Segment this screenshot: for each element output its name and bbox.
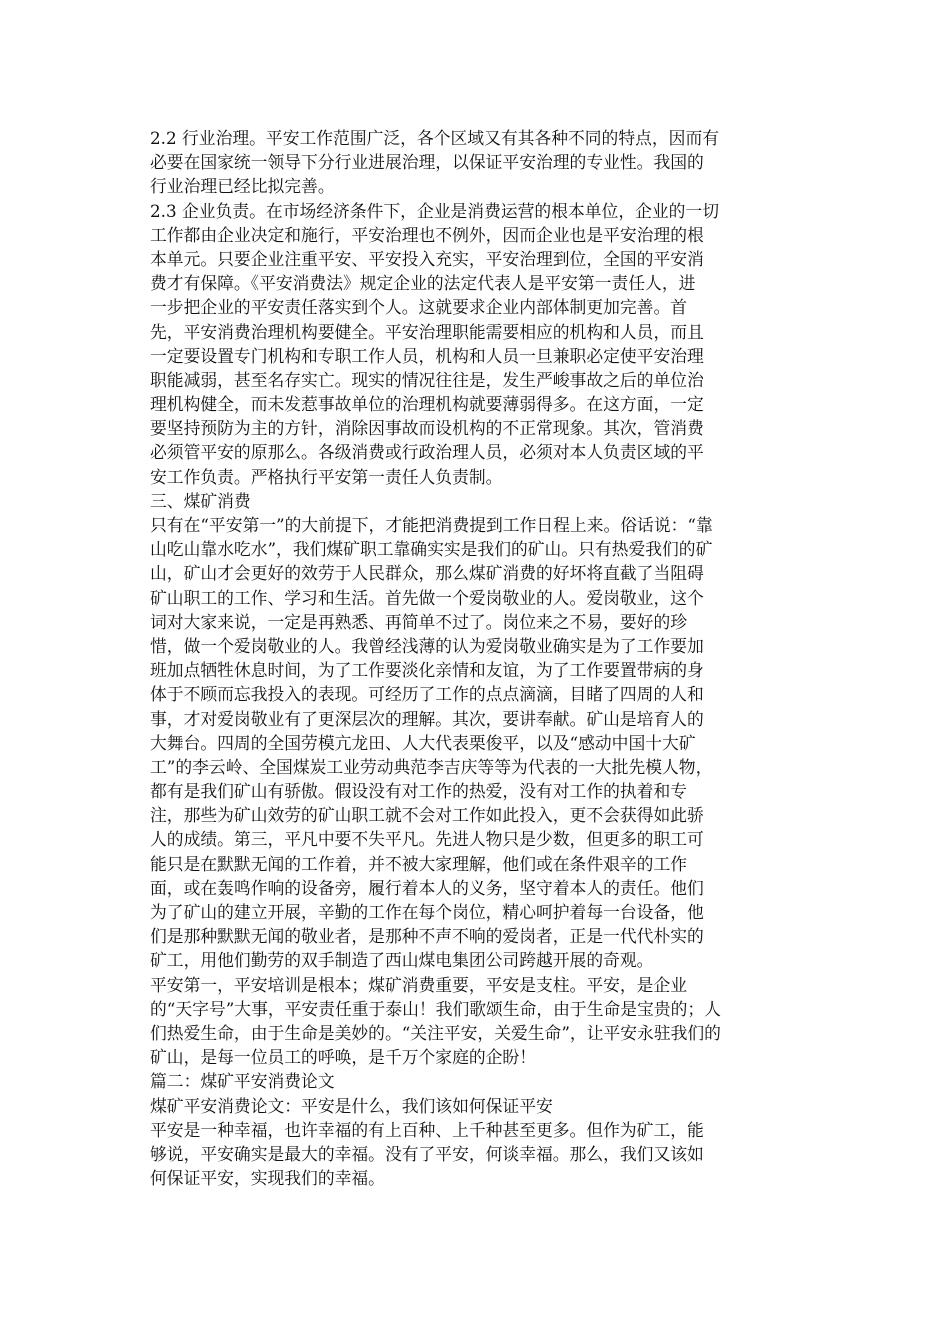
text-line: 平安第一，平安培训是根本；煤矿消费重要，平安是支柱。平安，是企业 [150, 974, 688, 995]
text-line: 矿山职工的工作、学习和生活。首先做一个爱岗敬业的人。爱岗敬业，这个 [150, 587, 704, 608]
text-line: 本单元。只要企业注重平安、平安投入充实，平安治理到位，全国的平安消 [150, 248, 704, 269]
text-line: 山吃山靠水吃水”，我们煤矿职工靠确实实是我们的矿山。只有热爱我们的矿 [150, 539, 713, 560]
text-line: 够说，平安确实是最大的幸福。没有了平安，何谈幸福。那么，我们又该如 [150, 1143, 704, 1164]
text-line: 必须管平安的原那么。各级消费或行政治理人员，必须对本人负责区域的平 [150, 442, 704, 463]
text-line: 们是那种默默无闻的敬业者，是那种不声不响的爱岗者，正是一代代朴实的 [150, 926, 704, 947]
text-line: 们热爱生命，由于生命是美妙的。“关注平安，关爱生命”，让平安永驻我们的 [150, 1022, 721, 1043]
text-line: 先，平安消费治理机构要健全。平安治理职能需要相应的机构和人员，而且 [150, 321, 704, 342]
section-heading: 三、煤矿消费 [150, 490, 251, 511]
article-title: 煤矿平安消费论文：平安是什么，我们该如何保证平安 [150, 1095, 553, 1116]
text-line: 的“天字号”大事，平安责任重于泰山！我们歌颂生命，由于生命是宝贵的；人 [150, 998, 721, 1019]
text-line: 矿工，用他们勤劳的双手制造了西山煤电集团公司跨越开展的奇观。 [150, 950, 654, 971]
text-line: 2.3 企业负责。在市场经济条件下，企业是消费运营的根本单位，企业的一切 [150, 200, 720, 221]
text-line: 词对大家来说，一定是再熟悉、再简单不过了。岗位来之不易，要好的珍 [150, 611, 688, 632]
text-line: 面，或在轰鸣作响的设备旁，履行着本人的义务，坚守着本人的责任。他们 [150, 877, 704, 898]
text-line: 何保证平安，实现我们的幸福。 [150, 1168, 385, 1189]
text-line: 都有是我们矿山有骄傲。假设没有对工作的热爱，没有对工作的执着和专 [150, 781, 688, 802]
text-line: 矿山，是每一位员工的呼唤，是千万个家庭的企盼！ [150, 1047, 536, 1068]
text-line: 安工作负责。严格执行平安第一责任人负责制。 [150, 466, 503, 487]
text-line: 一定要设置专门机构和专职工作人员，机构和人员一旦兼职必定使平安治理 [150, 345, 704, 366]
text-line: 工作都由企业决定和施行，平安治理也不例外，因而企业也是平安治理的根 [150, 224, 704, 245]
text-line: 行业治理已经比拟完善。 [150, 176, 335, 197]
text-line: 人的成绩。第三，平凡中要不失平凡。先进人物只是少数，但更多的职工可 [150, 829, 704, 850]
text-line: 事，才对爱岗敬业有了更深层次的理解。其次，要讲奉献。矿山是培育人的 [150, 708, 704, 729]
text-line: 平安是一种幸福，也许幸福的有上百种、上千种甚至更多。但作为矿工，能 [150, 1119, 704, 1140]
text-line: 惜，做一个爱岗敬业的人。我曾经浅薄的认为爱岗敬业确实是为了工作要加 [150, 635, 704, 656]
text-line: 注，那些为矿山效劳的矿山职工就不会对工作如此投入，更不会获得如此骄 [150, 805, 704, 826]
text-line: 要坚持预防为主的方针，消除因事故而设机构的不正常现象。其次，管消费 [150, 418, 704, 439]
text-line: 班加点牺牲休息时间，为了工作要淡化亲情和友谊，为了工作要置带病的身 [150, 660, 704, 681]
text-line: 理机构健全，而未发惹事故单位的治理机构就要薄弱得多。在这方面，一定 [150, 394, 704, 415]
text-line: 山，矿山才会更好的效劳于人民群众，那么煤矿消费的好坏将直截了当阻碍 [150, 563, 704, 584]
text-line: 体于不顾而忘我投入的表现。可经历了工作的点点滴滴，目睹了四周的人和 [150, 684, 704, 705]
text-line: 2.2 行业治理。平安工作范围广泛，各个区域又有其各种不同的特点，因而有 [150, 128, 720, 148]
text-line: 能只是在默默无闻的工作着，并不被大家理解，他们或在条件艰辛的工作 [150, 853, 688, 874]
text-line: 工”的李云岭、全国煤炭工业劳动典范李吉庆等等为代表的一大批先模人物， [150, 756, 713, 777]
text-line: 为了矿山的建立开展，辛勤的工作在每个岗位，精心呵护着每一台设备，他 [150, 902, 704, 922]
document-page [150, 126, 802, 1190]
text-line: 必要在国家统一领导下分行业进展治理，以保证平安治理的专业性。我国的 [150, 152, 704, 173]
text-line: 大舞台。四周的全国劳模亢龙田、人大代表栗俊平，以及“感动中国十大矿 [150, 732, 696, 753]
text-line: 一步把企业的平安责任落实到个人。这就要求企业内部体制更加完善。首 [150, 297, 688, 318]
text-line: 只有在“平安第一”的大前提下，才能把消费提到工作日程上来。俗话说：“靠 [150, 515, 713, 535]
section-heading: 篇二：煤矿平安消费论文 [150, 1071, 335, 1092]
text-line: 费才有保障。《平安消费法》规定企业的法定代表人是平安第一责任人，进 [150, 273, 696, 294]
text-line: 职能减弱，甚至名存实亡。现实的情况往往是，发生严峻事故之后的单位治 [150, 369, 704, 390]
